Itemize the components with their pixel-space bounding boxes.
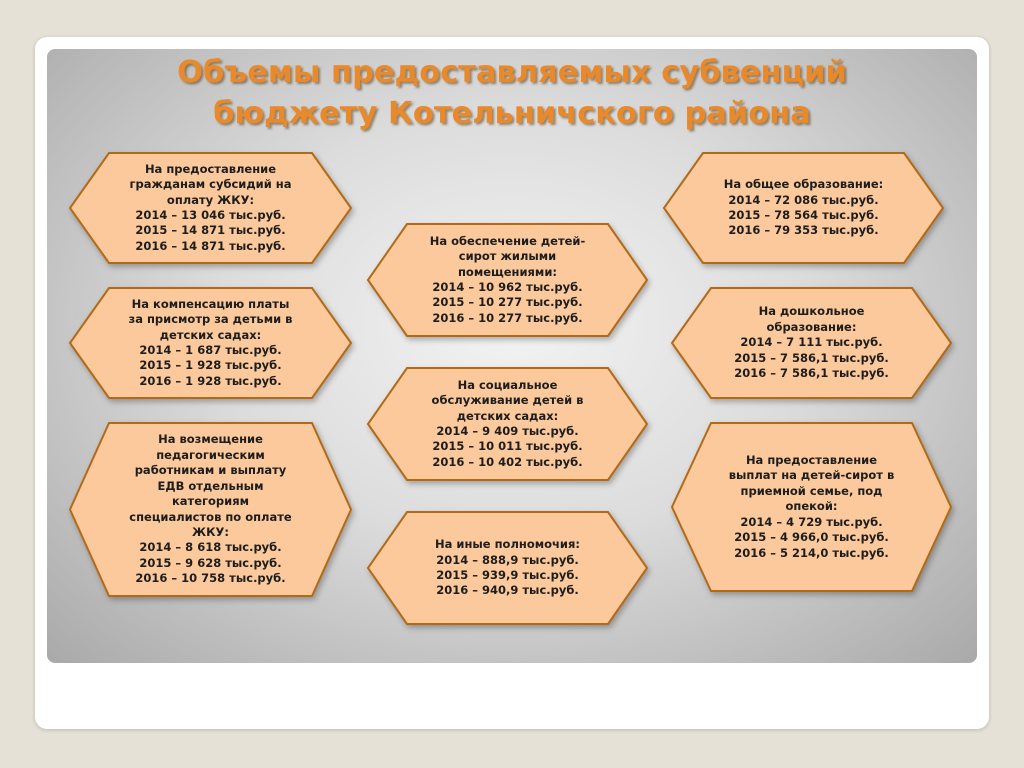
hexagon-heading-line: На обеспечение детей-: [429, 233, 586, 248]
hexagon-value-line: 2016 – 1 928 тыс.руб.: [139, 373, 282, 388]
hexagon-value-line: 2014 – 72 086 тыс.руб.: [728, 192, 879, 207]
hexagon-heading-line: помещениями:: [457, 264, 557, 279]
hexagon-text: [115, 287, 306, 399]
hexagon-heading-line: педагогическим: [156, 447, 265, 462]
hexagon-heading-line: На компенсацию платы: [131, 296, 290, 311]
hexagon-heading-line: приемной семье, под: [740, 483, 883, 498]
subvention-hexagon: [367, 223, 648, 337]
hexagon-value-line: 2014 – 4 729 тыс.руб.: [740, 514, 883, 529]
hexagon-text: [413, 367, 602, 481]
subvention-hexagon: [69, 287, 352, 399]
hexagon-value-line: 2016 – 940,9 тыс.руб.: [436, 583, 579, 598]
hexagon-heading-line: ЖКУ:: [192, 524, 229, 539]
subvention-hexagon: [69, 152, 352, 264]
hexagon-value-line: 2015 – 4 966,0 тыс.руб.: [734, 530, 889, 545]
hexagon-value-line: 2015 – 9 628 тыс.руб.: [139, 555, 282, 570]
hexagon-text: [115, 422, 306, 597]
hexagon-value-line: 2014 – 7 111 тыс.руб.: [740, 335, 883, 350]
hexagon-value-line: 2014 – 1 687 тыс.руб.: [139, 343, 282, 357]
hexagon-value-line: 2015 – 7 586,1 тыс.руб.: [734, 350, 889, 365]
hexagon-heading-line: обслуживание детей в: [431, 393, 584, 408]
hexagon-heading-line: сирот жилыми: [458, 249, 557, 264]
hexagon-value-line: 2015 – 10 011 тыс.руб.: [432, 439, 583, 454]
subvention-hexagon: [671, 287, 952, 399]
hexagon-value-line: 2015 – 939,9 тыс.руб.: [436, 568, 579, 582]
hexagon-heading-line: На дошкольное: [758, 304, 865, 319]
hexagon-value-line: 2014 – 10 962 тыс.руб.: [432, 280, 583, 294]
hexagon-text: [717, 287, 906, 399]
hexagon-heading-line: гражданам субсидий на: [129, 177, 292, 192]
hexagon-value-line: 2015 – 1 928 тыс.руб.: [139, 358, 282, 373]
hexagon-heading-line: образование:: [766, 319, 857, 334]
hexagon-heading-line: за присмотр за детьми в: [128, 312, 293, 327]
hexagon-heading-line: На общее образование:: [723, 177, 884, 192]
hexagon-value-line: 2016 – 79 353 тыс.руб.: [728, 223, 879, 238]
hexagon-heading-line: работникам и выплату: [134, 463, 287, 478]
hexagon-text: [413, 223, 602, 337]
hexagon-heading-line: опекой:: [785, 499, 838, 514]
subvention-hexagon: [671, 422, 952, 592]
subvention-hexagon: [69, 422, 352, 597]
hexagon-text: [717, 422, 906, 592]
hexagon-value-line: 2016 – 7 586,1 тыс.руб.: [734, 366, 889, 381]
hexagon-heading-line: На предоставление: [144, 161, 277, 176]
title-line-2: бюджету Котельничского района: [213, 96, 811, 131]
hexagon-value-line: 2014 – 8 618 тыс.руб.: [139, 540, 282, 555]
hexagon-heading-line: На возмещение: [158, 432, 263, 447]
hexagon-heading-line: детских садах:: [159, 327, 262, 342]
hexagon-text: [709, 152, 898, 264]
hexagon-value-line: 2016 – 5 214,0 тыс.руб.: [734, 545, 889, 560]
hexagon-heading-line: специалистов по оплате: [129, 509, 292, 524]
hexagon-text: [413, 511, 602, 625]
hexagon-value-line: 2014 – 888,9 тыс.руб.: [436, 552, 579, 567]
hexagon-heading-line: оплату ЖКУ:: [166, 192, 255, 207]
hexagon-value-line: 2016 – 10 402 тыс.руб.: [432, 454, 583, 469]
hexagon-value-line: 2015 – 10 277 тыс.руб.: [432, 295, 583, 310]
hexagon-value-line: 2016 – 10 758 тыс.руб.: [135, 571, 286, 586]
hexagon-value-line: 2014 – 13 046 тыс.руб.: [135, 208, 286, 222]
hexagon-heading-line: выплат на детей-сирот в: [728, 468, 895, 483]
subvention-hexagon: [367, 367, 648, 481]
hexagon-value-line: 2016 – 14 871 тыс.руб.: [135, 238, 286, 253]
hexagon-heading-line: На иные полномочия:: [435, 537, 580, 552]
hexagon-heading-line: детских садах:: [456, 408, 559, 423]
hexagon-heading-line: На социальное: [457, 377, 558, 392]
subvention-hexagon: [663, 152, 944, 264]
subvention-hexagon: [367, 511, 648, 625]
hexagon-value-line: 2014 – 9 409 тыс.руб.: [436, 424, 579, 438]
hexagon-heading-line: На предоставление: [745, 453, 878, 468]
title-line-1: Объемы предоставляемых субвенций: [177, 55, 847, 90]
hexagon-heading-line: ЕДВ отдельным: [157, 478, 264, 493]
hexagon-value-line: 2015 – 14 871 тыс.руб.: [135, 223, 286, 238]
slide-title: [47, 52, 977, 134]
hexagon-value-line: 2015 – 78 564 тыс.руб.: [728, 208, 879, 222]
hexagon-value-line: 2016 – 10 277 тыс.руб.: [432, 310, 583, 325]
hexagon-heading-line: категориям: [171, 494, 249, 509]
hexagon-text: [115, 152, 306, 264]
